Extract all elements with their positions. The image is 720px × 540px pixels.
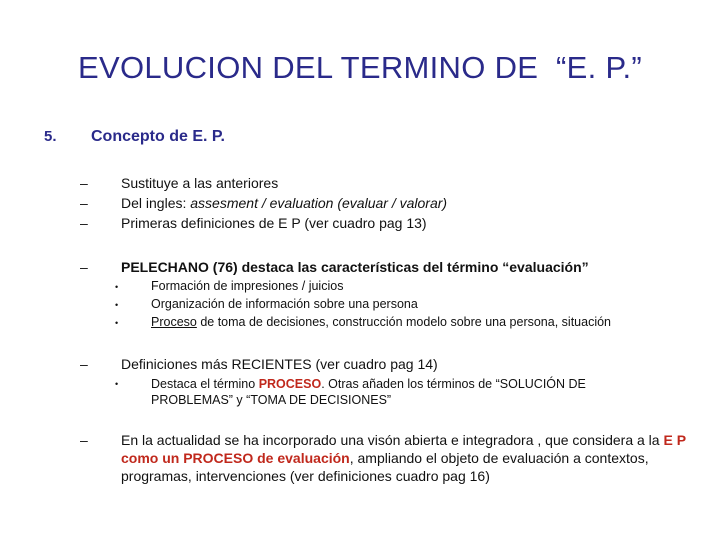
proceso-rest: de toma de decisiones, construcción modelo sobre una persona, situación: [196, 315, 611, 329]
bullet-marker: •: [115, 318, 119, 328]
section-number: 5.: [44, 128, 57, 145]
item-ingles: [121, 195, 447, 211]
actualidad-a: En la actualidad se ha incorporado una visón abierta e integradora , que considera a la: [121, 432, 664, 448]
dash-marker: –: [80, 432, 88, 448]
destaca-c: . Otras añaden los términos de “SOLUCIÓN DE PROBLEMAS” y “TOMA DE DECISIONES”: [151, 377, 586, 407]
dash-marker: –: [80, 356, 88, 372]
bullet-marker: •: [115, 379, 119, 389]
dash-marker: –: [80, 215, 88, 231]
dash-marker: –: [80, 195, 88, 211]
item-recientes: Definiciones más RECIENTES (ver cuadro pag 14): [121, 356, 438, 372]
item-pelechano: PELECHANO (76) destaca las características del término “evaluación”: [121, 259, 589, 275]
bullet-marker: •: [115, 300, 119, 310]
sub-item-impresiones: Formación de impresiones / juicios: [151, 279, 344, 293]
proceso-underlined: Proceso: [151, 315, 197, 329]
sub-item-destaca: [151, 376, 671, 408]
item-sustituye: Sustituye a las anteriores: [121, 175, 279, 191]
dash-marker: –: [80, 259, 88, 275]
sub-item-proceso: [151, 315, 611, 329]
section-title: Concepto de E. P.: [91, 128, 225, 145]
item-actualidad: [121, 431, 691, 485]
dash-marker: –: [80, 175, 88, 191]
item-ingles-label: Del ingles:: [121, 195, 191, 211]
bullet-marker: •: [115, 282, 119, 292]
slide-title: EVOLUCION DEL TERMINO DE “E. P.”: [78, 50, 642, 85]
actualidad-highlight: E P como un PROCESO de evaluación: [121, 432, 686, 466]
sub-item-organizacion: Organización de información sobre una persona: [151, 297, 418, 311]
actualidad-c: , ampliando el objeto de evaluación a contextos, programas, intervenciones (ver definiciones cuadro pag 16): [121, 450, 649, 484]
item-primeras: Primeras definiciones de E P (ver cuadro pag 13): [121, 215, 427, 231]
item-ingles-terms: assesment / evaluation (evaluar / valorar): [190, 195, 448, 211]
destaca-proceso: PROCESO: [258, 377, 322, 391]
destaca-a: Destaca el término: [151, 377, 259, 391]
